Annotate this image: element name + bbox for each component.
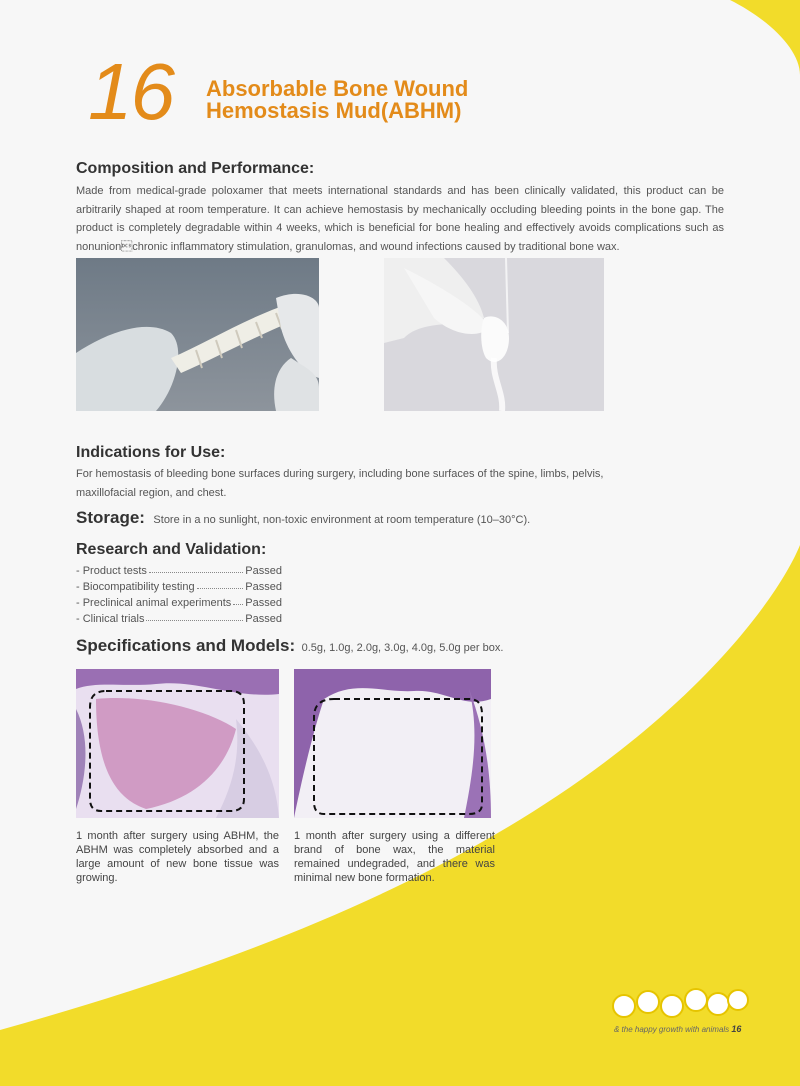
caption-bone-wax: 1 month after surgery using a different brand of bone wax, the material remained undegraded, and there was minimal new bone formation. bbox=[294, 830, 495, 884]
page-title: Absorbable Bone Wound Hemostasis Mud(ABHM) bbox=[206, 76, 469, 123]
research-item-label: - Preclinical animal experiments bbox=[76, 597, 232, 609]
research-item-value: Passed bbox=[245, 613, 282, 625]
histology-image-bone-wax bbox=[294, 669, 491, 818]
research-item-label: - Biocompatibility testing bbox=[76, 581, 195, 593]
composition-heading: Composition and Performance: bbox=[76, 160, 315, 177]
research-item-value: Passed bbox=[245, 581, 282, 593]
research-item-label: - Clinical trials bbox=[76, 613, 145, 625]
dotted-leader bbox=[197, 588, 244, 589]
research-row bbox=[76, 577, 282, 593]
research-row bbox=[76, 561, 282, 577]
composition-text: Made from medical-grade poloxamer that meets international standards and has been clinically validated, this product can be arbitrarily shaped at room temperature. It can achieve hemostasis by mechanically occluding bleeding points in the bone gap. The product is completely degradable within 4 weeks, which is beneficial for bone healing and effectively avoids complications such as nonunionchronic inflammatory stimulation, granulomas, and wound infections caused by traditional bone wax. bbox=[76, 185, 724, 253]
indications-text: For hemostasis of bleeding bone surfaces during surgery, including bone surfaces of the spine, limbs, pelvis, maxillofacial region, and chest. bbox=[76, 468, 604, 499]
specs-heading: Specifications and Models: bbox=[76, 636, 296, 655]
dotted-leader bbox=[233, 604, 243, 605]
specs-line bbox=[76, 636, 503, 656]
research-row bbox=[76, 593, 282, 609]
research-item-value: Passed bbox=[245, 565, 282, 577]
indications-heading: Indications for Use: bbox=[76, 444, 226, 461]
footer-tagline: & the happy growth with animals 16 bbox=[614, 1024, 742, 1034]
dotted-leader bbox=[149, 572, 243, 573]
footer-page-number: 16 bbox=[731, 1024, 742, 1034]
research-list bbox=[76, 561, 282, 625]
research-item-value: Passed bbox=[245, 597, 282, 609]
caption-abhm: 1 month after surgery using ABHM, the ABHM was completely absorbed and a large amount of new bone tissue was growing. bbox=[76, 830, 279, 884]
product-photo-twisted bbox=[76, 258, 319, 411]
storage-line bbox=[76, 508, 530, 528]
histology-image-abhm bbox=[76, 669, 279, 818]
dotted-leader bbox=[146, 620, 243, 621]
product-photo-molded bbox=[384, 258, 604, 411]
research-item-label: - Product tests bbox=[76, 565, 147, 577]
storage-heading: Storage: bbox=[76, 508, 145, 527]
storage-text: Store in a no sunlight, non-toxic environment at room temperature (10–30°C). bbox=[153, 514, 531, 526]
specs-text: 0.5g, 1.0g, 2.0g, 3.0g, 4.0g, 5.0g per box. bbox=[301, 642, 504, 654]
research-row bbox=[76, 609, 282, 625]
research-heading: Research and Validation: bbox=[76, 541, 267, 558]
page-section-number: 16 bbox=[88, 47, 173, 136]
